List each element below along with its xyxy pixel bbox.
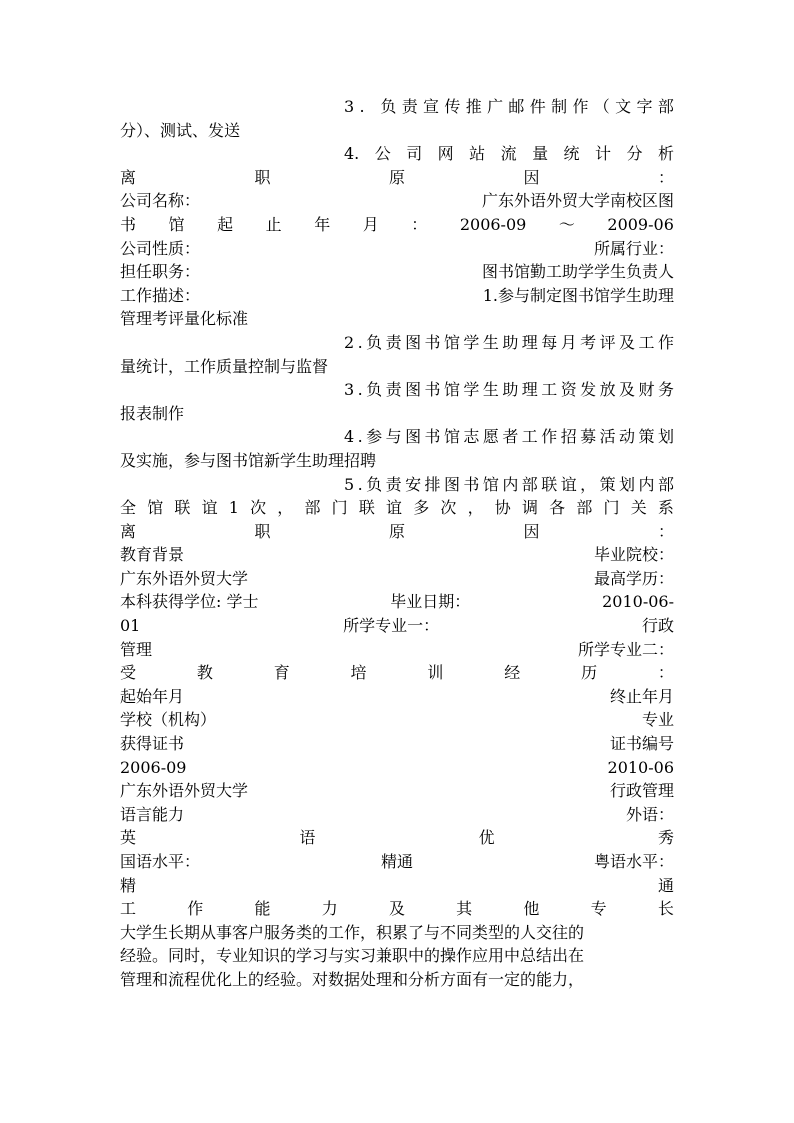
line-segment: 站 [469,144,486,164]
line-segment: 及 [388,899,405,919]
line-segment: 专 [590,899,607,919]
line-segment: 门 [331,498,348,518]
line-segment: 4. [344,144,360,164]
line-segment: 流 [500,144,517,164]
line-segment: 协 [494,498,511,518]
line-segment: 精 [120,875,137,895]
line-segment: 优 [478,828,495,848]
training-row-line [120,779,674,803]
line-segment: 01 [120,616,141,636]
line-segment: ： [657,167,674,187]
line-segment: 行政 [641,616,674,636]
line-segment: 分 [626,144,643,164]
line-segment: ， [277,498,294,518]
company-name-line [120,189,674,213]
line-segment: 担任职务： [120,262,201,282]
line-segment: 广东外语外贸大学南校区图 [481,191,674,211]
line-segment: 受 [120,663,137,683]
line-segment: 行政管理 [609,781,674,801]
line-segment: 离 [120,521,137,541]
line-text: 管理和流程优化上的经验。对数据处理和分析方面有一定的能力， [120,969,585,989]
degree-line [120,590,674,614]
text-line [120,473,674,497]
line-segment: ： [411,214,428,234]
school-line [120,567,674,591]
line-text: 4 . 参 与 图 书 馆 志 愿 者 工 作 招 募 活 动 策 划 [344,427,674,447]
line-segment: 长 [657,899,674,919]
line-segment: 语 [299,828,316,848]
line-segment: 职 [254,521,271,541]
line-text: 分）、测试、发送 [120,120,241,140]
line-segment: 止 [265,214,282,234]
line-text: 量统计，工作质量控制与监督 [120,356,329,376]
line-segment: 次 [440,498,457,518]
line-segment: 馆 [147,498,164,518]
line-segment: 语言能力 [120,804,185,824]
line-segment: 毕业院校： [593,545,674,565]
text-line [120,425,674,449]
line-segment: 因 [523,167,540,187]
line-segment: 职 [254,167,271,187]
line-segment: 教育背景 [120,545,185,565]
line-segment: 起 [217,214,234,234]
line-segment: 专业 [641,710,674,730]
line-text: 2 . 负 责 图 书 馆 学 生 助 理 每 月 考 评 及 工 作 [344,332,674,352]
line-segment: 证书编号 [609,734,674,754]
line-segment: 2010-06- [602,592,674,612]
line-segment: 力 [321,899,338,919]
text-line [120,449,674,473]
language-heading-line [120,803,674,827]
training-heading-line [120,661,674,685]
line-segment: 所属行业： [593,238,674,258]
line-segment: 国语水平： [120,852,201,871]
line-segment: 月 [362,214,379,234]
line-segment: 秀 [657,828,674,848]
line-segment: 最高学历： [593,568,674,588]
line-segment: 门 [603,498,620,518]
line-segment: 获得证书 [120,734,185,754]
line-segment: 司 [406,144,423,164]
resignation-reason-line [120,520,674,544]
line-segment: 广东外语外贸大学 [120,781,249,801]
training-header-line [120,685,674,709]
line-segment: 关 [630,498,647,518]
line-text: 管理考评量化标准 [120,309,249,329]
line-segment: 多 [413,498,430,518]
line-segment: 毕业日期： [390,592,471,612]
line-segment: 年 [314,214,331,234]
line-segment: 联 [358,498,375,518]
text-line [120,944,674,968]
line-segment: 各 [549,498,566,518]
english-level-line [120,826,674,850]
line-segment: 经 [504,663,521,683]
line-segment: 馆 [168,214,185,234]
line-segment: 作 [187,899,204,919]
text-line [120,496,674,520]
line-segment: 析 [657,144,674,164]
line-segment: 计 [595,144,612,164]
line-segment: 原 [388,521,405,541]
line-segment: 因 [523,521,540,541]
job-description-line [120,284,674,308]
education-heading-line [120,543,674,567]
major-two-line [120,638,674,662]
line-segment: 2010-06 [607,757,674,777]
line-segment: 能 [254,899,271,919]
training-header-line [120,708,674,732]
text-line [120,142,674,166]
line-segment: 部 [304,498,321,518]
line-text: 3 . 负 责 宣 传 推 广 邮 件 制 作 （ 文 字 部 [344,97,674,116]
line-segment: 1 [228,498,239,518]
major-line [120,614,674,638]
line-segment: 谊 [386,498,403,518]
skills-heading-line [120,897,674,921]
line-segment: 外语： [625,804,674,824]
mandarin-level-line [120,850,674,874]
line-segment: 2006-09 [459,214,527,234]
line-text: 报表制作 [120,403,185,423]
line-segment: 起始年月 [120,686,185,706]
line-segment: 谊 [201,498,218,518]
line-segment: 公司名称： [120,191,201,211]
line-segment: ， [467,498,484,518]
line-segment: 教 [196,663,213,683]
line-text: 5 . 负 责 安 排 图 书 馆 内 部 联 谊 ， 策 划 内 部 [344,474,674,494]
text-line [120,331,674,355]
employment-period-line [120,213,674,237]
line-segment: 调 [521,498,538,518]
text-line [120,355,674,379]
line-segment: 离 [120,167,137,187]
company-type-line [120,237,674,261]
line-segment: 公司性质： [120,238,201,258]
line-segment: 1.参与制定图书馆学生助理 [482,285,674,305]
text-line [120,119,674,143]
line-segment: 系 [657,498,674,518]
line-segment: 公 [374,144,391,164]
cantonese-level-line [120,874,674,898]
resume-body [120,95,674,992]
line-segment: 工作描述： [120,285,201,305]
line-segment: 管理 [120,639,153,659]
line-text: 经验。同时，专业知识的学习与实习兼职中的操作应用中总结出在 [120,946,585,966]
line-segment: 书 [120,214,137,234]
training-header-line [120,732,674,756]
line-segment: 历 [581,663,598,683]
line-segment: 部 [576,498,593,518]
line-segment: 联 [174,498,191,518]
line-segment: 精通 [380,852,413,871]
line-segment: ～ [558,214,575,234]
line-segment: 终止年月 [609,686,674,706]
line-segment: 量 [532,144,549,164]
line-segment: 全 [120,498,137,518]
line-segment: 所学专业二： [577,639,674,659]
line-text: 及实施，参与图书馆新学生助理招聘 [120,450,377,470]
line-segment: 他 [523,899,540,919]
line-text: 大学生长期从事客户服务类的工作，积累了与不同类型的人交往的 [120,922,585,942]
resignation-reason-line [120,166,674,190]
text-line [120,378,674,402]
training-row-line [120,756,674,780]
line-segment: ： [657,663,674,683]
text-line [120,968,674,992]
line-segment: 本科获得学位: 学士 [120,592,259,612]
position-line [120,260,674,284]
line-segment: 2009-06 [607,214,674,234]
line-segment: 训 [427,663,444,683]
line-text: 3 . 负 责 图 书 馆 学 生 助 理 工 资 发 放 及 财 务 [344,380,674,400]
line-segment: 广东外语外贸大学 [120,568,249,588]
text-line [120,921,674,945]
line-segment: 次 [250,498,267,518]
text-line [120,95,674,119]
line-segment: ： [657,521,674,541]
line-segment: 原 [388,167,405,187]
line-segment: 学校（机构） [120,710,217,730]
text-line [120,307,674,331]
line-segment: 英 [120,828,137,848]
line-segment: 育 [273,663,290,683]
line-segment: 通 [657,875,674,895]
line-segment: 粤语水平： [593,852,674,871]
line-segment: 其 [456,899,473,919]
line-segment: 培 [350,663,367,683]
text-line [120,402,674,426]
line-segment: 所学专业一： [343,616,440,636]
line-segment: 统 [563,144,580,164]
line-segment: 2006-09 [120,757,187,777]
line-segment: 网 [437,144,454,164]
line-segment: 工 [120,899,137,919]
line-segment: 图书馆勤工助学学生负责人 [481,262,674,282]
